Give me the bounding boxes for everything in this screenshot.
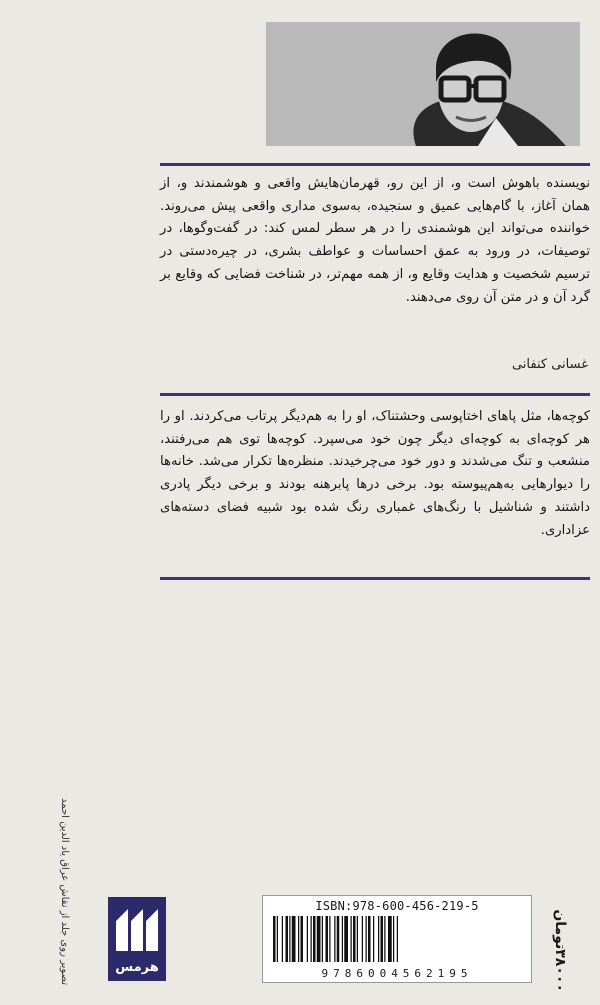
- price-label: ۳۸۰۰۰تومان: [552, 909, 568, 992]
- barcode-bar: [277, 916, 278, 962]
- publisher-logo-icon: [114, 907, 160, 953]
- barcode-bar: [388, 916, 392, 962]
- barcode-bar: [313, 916, 316, 962]
- barcode-icon: [273, 916, 521, 962]
- barcode-bar: [384, 916, 385, 962]
- barcode-bar: [322, 916, 323, 962]
- barcode-bar: [393, 916, 394, 962]
- publisher-name: هرمس: [115, 960, 159, 975]
- barcode-bar: [381, 916, 384, 962]
- barcode-bar: [368, 916, 371, 962]
- barcode-bar: [329, 916, 330, 962]
- isbn-digits: 9786004562195: [321, 967, 473, 980]
- cover-credit: تصویر روی جلد از نقاش عراق یاد الدین احمد: [59, 797, 70, 985]
- barcode-bar: [326, 916, 329, 962]
- barcode-bar: [378, 916, 379, 962]
- publisher-logo: [108, 897, 166, 981]
- barcode-bar: [292, 916, 296, 962]
- barcode-bar: [344, 916, 348, 962]
- review-author: غسانی کنفانی: [511, 357, 588, 372]
- barcode-bar: [298, 916, 299, 962]
- barcode-bar: [366, 916, 367, 962]
- review-text: نویسنده باهوش است و، از این رو، قهرمان‌هایش واقعی و هوشمندند و، از همان آغاز، با گام‌هایی عمیق و سنجیده، به‌سوی مداری واقعی پیش می‌روند. خواننده می‌تواند این هوشمندی را در هر سطر لمس کند: در گفت‌وگوها، در توصیفات، در ورود به عمق احساسات و عواطف بشری، در چیره‌دستی در ترسیم شخصیت و هدایت وقایع و، از همه مهم‌تر، در شناخت فضایی که وقایع بر گرد آن و در متن آن روی می‌دهند.: [160, 176, 590, 305]
- barcode-bar: [311, 916, 312, 962]
- barcode-bar: [337, 916, 340, 962]
- isbn-label: ISBN:978-600-456-219-5: [315, 899, 479, 913]
- barcode-bar: [334, 916, 335, 962]
- excerpt-text: کوچه‌ها، مثل پاهای اختاپوسی وحشتناک، او را به هم‌دیگر پرتاب می‌کردند. او را هر کوچه‌ای به کوچه‌ای دیگر چون خود می‌سپرد. کوچه‌ها توی هم می‌رفتند، منشعب و تنگ می‌شدند و دور خود می‌چرخیدند. منظره‌ها تکرار می‌شد. خانه‌ها را دیوارهایی به‌هم‌پیوسته بود. برخی درها پابرهنه بودند و برخی دیگر پادری داشتند و شناشیل با رنگ‌های غمباری رنگ شده بود شبیه فضای دسته‌های عزاداری.: [160, 409, 590, 538]
- barcode-bar: [351, 916, 352, 962]
- barcode-bar: [286, 916, 289, 962]
- barcode-bar: [282, 916, 283, 962]
- barcode-bar: [357, 916, 358, 962]
- barcode-bar: [353, 916, 356, 962]
- barcode-bar: [362, 916, 363, 962]
- author-portrait-illustration: [266, 22, 580, 146]
- barcode-bar: [373, 916, 374, 962]
- divider-line: [160, 577, 590, 580]
- barcode-bar: [317, 916, 321, 962]
- author-photo: [266, 22, 580, 146]
- barcode-bar: [301, 916, 304, 962]
- barcode-bar: [289, 916, 290, 962]
- barcode-bar: [273, 916, 276, 962]
- divider-line: [160, 393, 590, 396]
- isbn-barcode: [262, 895, 532, 983]
- barcode-bar: [397, 916, 398, 962]
- barcode-bar: [307, 916, 308, 962]
- barcode-bar: [342, 916, 343, 962]
- divider-line: [160, 163, 590, 166]
